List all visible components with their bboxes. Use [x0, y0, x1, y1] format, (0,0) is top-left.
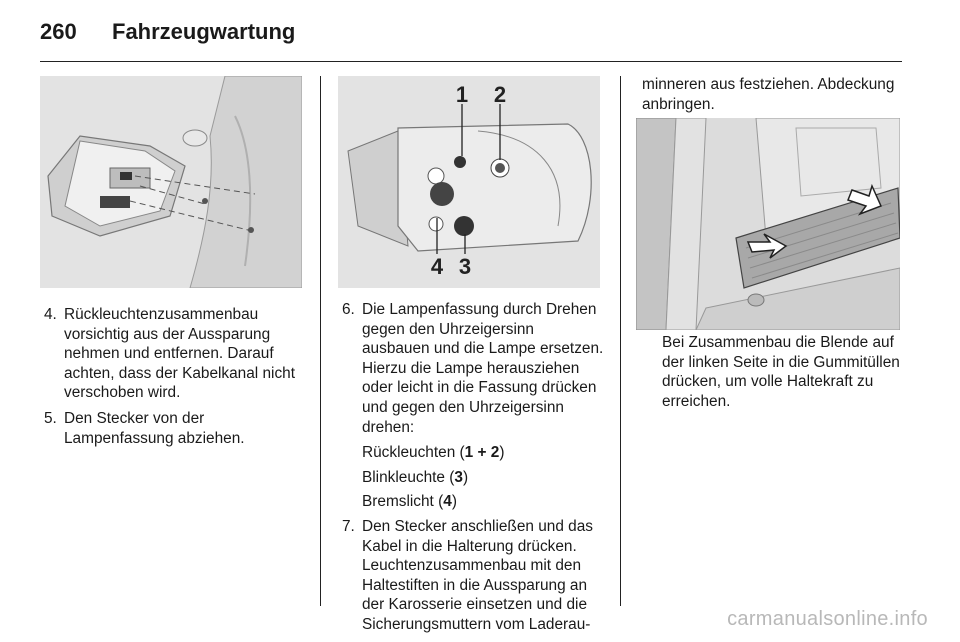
step-text: Rückleuchtenzusammenbau vorsichtig aus der Aussparung nehmen und entfernen. Darauf achten, dass der Kabelkanal nicht verschoben wird.	[64, 306, 296, 402]
column-3-continuation	[642, 75, 904, 122]
column-1-text	[44, 305, 306, 454]
column-divider-1	[320, 76, 321, 606]
step-5	[44, 409, 306, 448]
sub-item-suffix: )	[499, 444, 505, 462]
figure-label-4: 4	[430, 254, 444, 279]
watermark: carmanualsonline.info	[727, 608, 928, 630]
sub-item-prefix: Bremslicht (	[362, 493, 444, 511]
figure-label-3: 3	[458, 254, 472, 279]
sub-item-prefix: Blinkleuchte (	[362, 468, 455, 486]
figure-caption: Bei Zusammenbau die Blende auf der linken Seite in die Gummitüllen drücken, um volle Haltekraft zu erreichen.	[662, 334, 900, 410]
page-title: Fahrzeugwartung	[112, 19, 296, 44]
sub-item-suffix: )	[451, 493, 457, 511]
step-7	[342, 517, 604, 635]
step-number: 5.	[44, 409, 57, 427]
step-7-continuation: minneren aus festziehen. Abdeckung anbringen.	[642, 76, 895, 113]
lamp-socket-illustration	[338, 76, 600, 288]
step-6	[342, 300, 604, 437]
sub-item-suffix: )	[462, 468, 469, 486]
sub-item-brake-light	[362, 492, 604, 512]
step-text: Die Lampenfassung durch Drehen gegen den Uhrzeigersinn ausbauen und die Lampe ersetzen. Hierzu die Lampe herausziehen oder leicht in die Fassung drücken und gegen den Uhrzeigersinn drehen:	[362, 301, 604, 436]
step-number: 7.	[342, 517, 355, 535]
column-2-text	[342, 300, 604, 641]
step-number: 4.	[44, 306, 57, 323]
sub-item-bold: 1 + 2	[464, 444, 500, 462]
sub-item-bold: 4	[443, 493, 452, 511]
cover-panel-illustration	[636, 118, 900, 330]
sub-item-rear-lights	[362, 443, 604, 463]
page-number: 260	[40, 19, 77, 44]
sub-item-bold: 3	[454, 468, 463, 486]
tail-light-removal-illustration	[40, 76, 302, 288]
header-rule	[40, 61, 902, 62]
sub-item-prefix: Rückleuchten (	[362, 444, 465, 462]
step-text: Den Stecker von der Lampenfassung abziehen.	[64, 409, 245, 447]
step-text: Den Stecker anschließen und das Kabel in die Halterung drücken. Leuchtenzusammenbau mit den Haltestiften in die Aussparung an der Karosserie einsetzen und die Sicherungsmuttern vom Laderau-	[362, 517, 593, 633]
column-divider-2	[620, 76, 621, 606]
column-3-caption	[662, 333, 906, 419]
figure-label-1: 1	[455, 82, 469, 107]
figure-label-2: 2	[493, 82, 507, 107]
step-number: 6.	[342, 301, 355, 318]
step-4	[44, 305, 306, 403]
page-header	[40, 14, 295, 50]
sub-item-turn-signal	[362, 468, 604, 488]
